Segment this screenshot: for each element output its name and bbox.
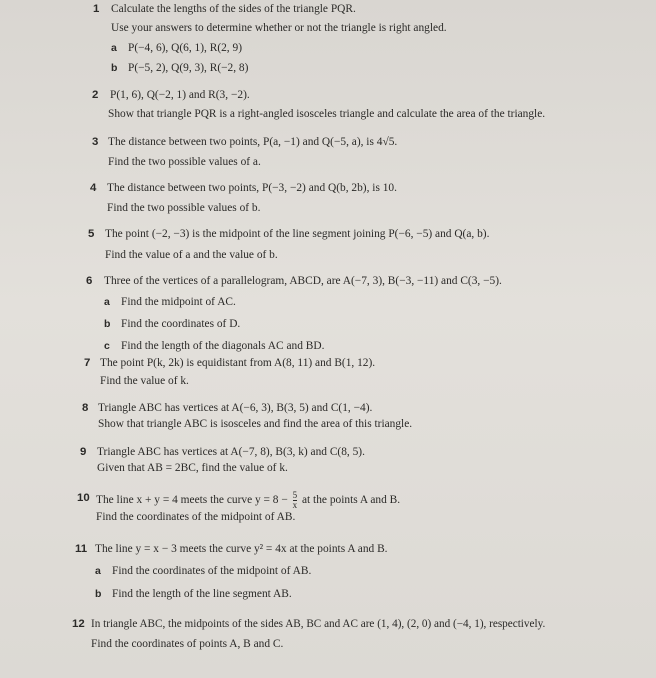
- question-text: [96, 491, 400, 510]
- question-text: Find the coordinates of the midpoint of AB.: [96, 511, 296, 523]
- question-number: 10: [77, 492, 90, 504]
- part-label: a: [111, 42, 117, 54]
- question-number: 2: [92, 89, 99, 101]
- fraction: [293, 491, 298, 510]
- question-text: The point P(k, 2k) is equidistant from A(8, 11) and B(1, 12).: [100, 357, 376, 369]
- question-number: 11: [75, 543, 88, 555]
- part-label: b: [111, 62, 118, 74]
- question-number: 1: [93, 3, 100, 15]
- question-text: Find the coordinates of points A, B and C.: [91, 638, 284, 650]
- question-number: 7: [84, 357, 91, 369]
- question-text: P(1, 6), Q(−2, 1) and R(3, −2).: [110, 89, 250, 101]
- part-label: b: [95, 588, 102, 600]
- question-text: Find the two possible values of b.: [107, 202, 261, 214]
- part-text: P(−5, 2), Q(9, 3), R(−2, 8): [128, 62, 249, 74]
- text-segment: at the points A and B.: [301, 494, 401, 507]
- part-text: Find the midpoint of AC.: [121, 296, 236, 308]
- question-text: Show that triangle PQR is a right-angled isosceles triangle and calculate the area of the triangle.: [108, 108, 546, 120]
- question-text: The distance between two points, P(−3, −2) and Q(b, 2b), is 10.: [107, 182, 397, 194]
- part-label: a: [104, 296, 110, 308]
- question-text: Triangle ABC has vertices at A(−6, 3), B(3, 5) and C(1, −4).: [98, 402, 373, 414]
- part-text: P(−4, 6), Q(6, 1), R(2, 9): [128, 42, 242, 54]
- question-text: Triangle ABC has vertices at A(−7, 8), B(3, k) and C(8, 5).: [97, 446, 365, 458]
- question-number: 5: [88, 228, 95, 240]
- question-number: 3: [92, 136, 99, 148]
- question-number: 8: [82, 402, 89, 414]
- question-text: The line y = x − 3 meets the curve y² = 4x at the points A and B.: [95, 543, 388, 555]
- question-text: The point (−2, −3) is the midpoint of the line segment joining P(−6, −5) and Q(a, b).: [105, 228, 490, 240]
- question-text: Three of the vertices of a parallelogram, ABCD, are A(−7, 3), B(−3, −11) and C(3, −5).: [104, 275, 502, 287]
- part-text: Find the coordinates of D.: [121, 318, 241, 330]
- question-text: Find the value of k.: [100, 375, 189, 387]
- fraction-denominator: x: [292, 500, 298, 510]
- question-text: Use your answers to determine whether or not the triangle is right angled.: [111, 22, 447, 34]
- question-text: In triangle ABC, the midpoints of the sides AB, BC and AC are (1, 4), (2, 0) and (−4, 1), respectively.: [91, 618, 546, 630]
- part-text: Find the length of the line segment AB.: [112, 588, 292, 600]
- question-number: 6: [86, 275, 93, 287]
- question-text: Find the two possible values of a.: [108, 156, 261, 168]
- part-label: b: [104, 318, 111, 330]
- part-text: Find the length of the diagonals AC and BD.: [121, 340, 325, 352]
- part-label: a: [95, 565, 101, 577]
- part-text: Find the coordinates of the midpoint of AB.: [112, 565, 312, 577]
- part-label: c: [104, 340, 110, 352]
- question-text: Given that AB = 2BC, find the value of k.: [97, 462, 288, 474]
- question-text: Calculate the lengths of the sides of the triangle PQR.: [111, 3, 356, 15]
- fraction-numerator: 5: [292, 490, 298, 500]
- question-text: Find the value of a and the value of b.: [105, 249, 278, 261]
- question-text: The distance between two points, P(a, −1) and Q(−5, a), is 4√5.: [108, 136, 398, 148]
- question-text: Show that triangle ABC is isosceles and find the area of this triangle.: [98, 418, 413, 430]
- question-number: 12: [72, 618, 85, 630]
- text-segment: The line x + y = 4 meets the curve y = 8 −: [96, 494, 288, 507]
- question-number: 9: [80, 446, 87, 458]
- question-number: 4: [90, 182, 97, 194]
